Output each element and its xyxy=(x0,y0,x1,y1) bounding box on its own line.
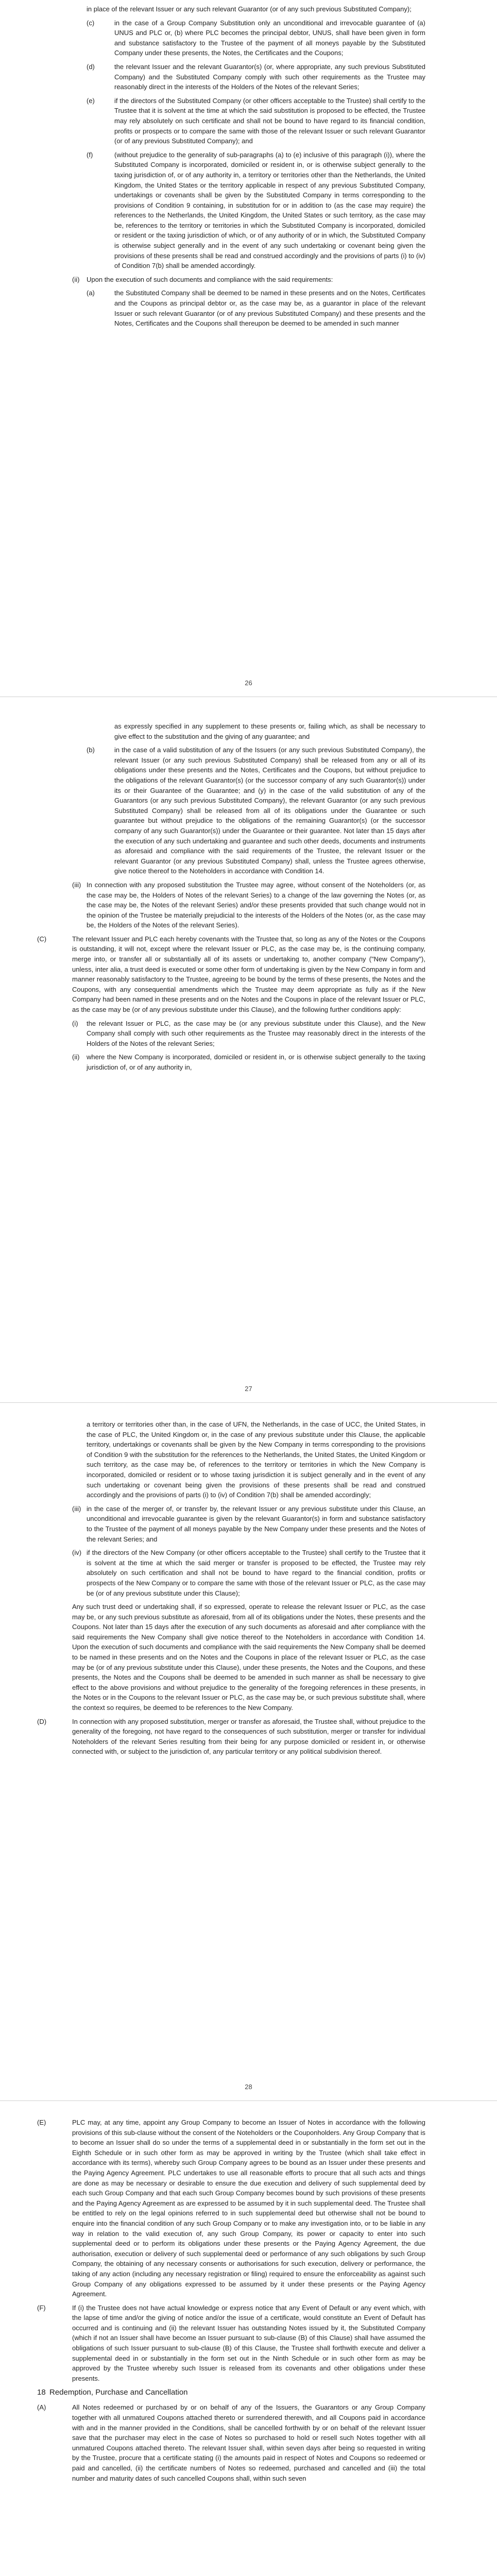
clause-heading xyxy=(0,2387,497,2398)
document-page xyxy=(0,0,497,706)
clause-paragraph xyxy=(37,2303,425,2384)
clause-text: (without prejudice to the generality of sub-paragraphs (a) to (e) inclusive of this paragraph (i)), where the Substituted Company is incorporated, domiciled or resident in, or is otherwise subject generally to the taxing jurisdiction of, or of any authority in, a territory or territories other than the Netherlands, the United Kingdom, the United States or the territory applicable in respect of any previous Substituted Company, undertakings or covenants shall be given by the Substituted Company in terms corresponding to the provisions of Condition 9 containing, in substitution for or in addition to (as the case may require) the references to the Netherlands, the United Kingdom, the United States or such territory, as the case may be, references to the territory or territories in which the Substituted Company is incorporated, domiciled or resident or the taxing jurisdiction of which, or of any authority of or in which, the Substituted Company is otherwise subject generally and in the event of any such undertaking or covenant being given the provisions of these presents shall be read and construed accordingly and the provisions of parts (i) to (iv) of Condition 7(b) shall be amended accordingly. xyxy=(114,150,425,270)
clause-text: Any such trust deed or undertaking shall, if so expressed, operate to release the relevant Issuer or PLC, as the case may be, or any such previous substitute as aforesaid, from all of its obligations under the Notes, these presents and the Coupons. Not later than 15 days after the execution of any such documents as aforesaid and after compliance with the said requirements the New Company shall give notice thereof to the Noteholders in accordance with Condition 14. Upon the execution of such documents and compliance with the said requirements the New Company shall be deemed to be named in these presents and on the Notes and the Coupons in place of the relevant Issuer or PLC, as the case may be (or of any previous substitute under this Clause), under these presents, the Notes and the Coupons, and these presents, the Notes and the Coupons shall be deemed to be amended in such manner as shall be necessary to give effect to the above provisions and without prejudice to the generality of the foregoing references in these presents, in the Notes or in the Coupons to the relevant Issuer or PLC, as the case may be, or such previous substitute shall, where the context so requires, be deemed to be references to the New Company. xyxy=(72,1603,425,1712)
clause-paragraph xyxy=(87,62,425,92)
page-number: 28 xyxy=(245,2083,252,2091)
clause-paragraph xyxy=(72,880,425,930)
clause-label: (d) xyxy=(87,62,95,71)
clause-label: (A) xyxy=(37,2403,46,2412)
page-number: 27 xyxy=(245,1385,252,1393)
clause-paragraph xyxy=(87,745,425,876)
clause-label: (ii) xyxy=(72,275,80,283)
clause-text: in the case of a valid substitution of any of the Issuers (or any such previous Substituted Company), the relevant Issuer (or any such previous Substituted Company) shall be released from any or all of its obligations under these presents and the Notes, Certificates and the Coupons, but without prejudice to the obligations of the relevant Guarantor(s) (or the successor company of any such Guarantor(s)) under its or their Guarantee of the Guarantee; and (y) in the case of the valid substitution of any of the Guarantors (or any such previous Substituted Company), the relevant Guarantor (or any such previous Substituted Company) shall be released from all of its obligations under the Guarantee or such guarantee but without prejudice to the obligations of the remaining Guarantor(s) (or the successor company of any such Guarantor(s)) under the Guarantee or their guarantee. Not later than 15 days after the execution of any such undertaking and guarantee and such other deeds, documents and instruments as aforesaid and compliance with the said requirements of the Trustee, the relevant Issuer or the relevant Guarantor (or any previous Substituted Company) shall, unless the Trustee agrees otherwise, give notice thereof to the Noteholders in accordance with Condition 14. xyxy=(114,746,425,875)
clause-label: (F) xyxy=(37,2303,46,2312)
clause-text: in the case of a Group Company Substitution only an unconditional and irrevocable guarantee of (a) UNUS and PLC or, (b) where PLC becomes the principal debtor, UNUS, shall have been given in form and substance satisfactory to the Trustee of the payment of all moneys payable by the Substituted Company under these presents, the Notes, the Certificates and the Coupons; xyxy=(114,19,425,57)
document-page xyxy=(0,706,497,1412)
clause-paragraph xyxy=(72,1052,425,1072)
clause-text: if the directors of the Substituted Company (or other officers acceptable to the Trustee) shall certify to the Trustee that it is solvent at the time at which the said substitution is proposed to be effected, the Trustee may rely absolutely on such certificate and shall not be bound to have regard to its financial condition, profits or prospects or to compare the same with those of the relevant Issuer or such relevant Guarantor (or of any previous Substituted Company); and xyxy=(114,96,425,145)
clause-paragraph xyxy=(114,721,425,741)
clause-label: (iii) xyxy=(72,1504,81,1513)
clause-text: In connection with any proposed substitution the Trustee may agree, without consent of the Noteholders (or, as the case may be, the Holders of Notes of the relevant Series) to a change of the law governing the Notes (or, as the case may be, the Notes of the relevant Series) and/or these presents provided that such change would not in the opinion of the Trustee be materially prejudicial to the interests of the Holders of the Notes (or, as the case may be, the Holders of the Notes of the relevant Series). xyxy=(87,880,425,929)
clause-label: (D) xyxy=(37,1717,47,1725)
clause-paragraph xyxy=(72,275,425,285)
clause-paragraph xyxy=(37,2117,425,2299)
clause-text: if the directors of the New Company (or other officers acceptable to the Trustee) shall certify to the Trustee that it is solvent at the time at which the said merger or transfer is proposed to be effected, the Trustee may rely absolutely on such certification and shall not be bound to have regard to the financial condition, profits or prospects of the New Company or to compare the same with those of the relevant Issuer or PLC, as the case may be (or of any previous substitute under this Clause); xyxy=(87,1549,425,1597)
clause-text: in place of the relevant Issuer or any such relevant Guarantor (or of any such previous Substituted Company); xyxy=(87,5,412,13)
clause-paragraph xyxy=(87,4,425,14)
clause-text: the Substituted Company shall be deemed to be named in these presents and on the Notes, Certificates and the Coupons as principal debtor or, as the case may be, as a guarantor in place of the relevant Issuer or such relevant Guarantor (or of any previous Substituted Company) and these presents and the Notes, Certificates and the Coupons shall thereupon be deemed to be amended in such manner xyxy=(114,289,425,328)
clause-text: The relevant Issuer and PLC each hereby covenants with the Trustee that, so long as any of the Notes or the Coupons is outstanding, it will not, except where the relevant Issuer or PLC, as the case may be, is the continuing company, merge into, or transfer all or substantially all of its assets or undertaking to, another company ("New Company"), unless, inter alia, a trust deed is executed or some other form of undertaking is given by the New Company in form and manner reasonably satisfactory to the Trustee, agreeing to be bound by the terms of these presents, the Notes and the Coupons, with any consequential amendments which the Trustee may deem appropriate as fully as if the New Company had been named in these presents and on the Notes and the Coupons in place of the relevant Issuer or PLC, as the case may be (or of any previous substitute under this Clause), and the following further conditions apply: xyxy=(72,935,425,1014)
page-separator xyxy=(0,1402,497,1403)
clause-text: where the New Company is incorporated, domiciled or resident in, or is otherwise subject generally to the taxing jurisdiction of, or of any authority in, xyxy=(87,1053,425,1071)
clause-paragraph xyxy=(37,1717,425,1757)
clause-paragraph xyxy=(37,934,425,1015)
clause-paragraph xyxy=(87,96,425,146)
clause-title: Redemption, Purchase and Cancellation xyxy=(49,2388,188,2397)
clause-paragraph xyxy=(37,2402,425,2483)
clause-text: All Notes redeemed or purchased by or on behalf of any of the Issuers, the Guarantors or any Group Company together with all unmatured Coupons attached thereto or surrendered therewith, and all Coupons paid in accordance with and in the manner provided in the Conditions, shall be cancelled forthwith by or on behalf of the relevant Issuer save that the purchaser may elect in the case of Notes so purchased to hold or resell such Notes together with all unmatured Coupons attached thereto. The relevant Issuer shall, within seven days after being so requested in writing by the Trustee, procure that a certificate stating (i) the amounts paid in respect of Notes and Coupons so redeemed or paid and cancelled, (ii) the certificate numbers of Notes so redeemed, purchased and cancelled and (iii) the total number and maturity dates of such cancelled Coupons shall, within such seven xyxy=(72,2403,425,2482)
clause-label: (a) xyxy=(87,289,95,297)
clause-text: the relevant Issuer and the relevant Guarantor(s) (or, where appropriate, any such previous Substituted Company) and the Substituted Company comply with such other requirements as the Trustee may reasonably direct in the interests of the Holders of the Notes of the relevant Series; xyxy=(114,62,425,91)
page-number: 26 xyxy=(245,679,252,687)
clause-paragraph xyxy=(72,1602,425,1713)
clause-text: In connection with any proposed substitution, merger or transfer as aforesaid, the Trustee shall, without prejudice to the generality of the foregoing, not have regard to the consequences of such substitution, merger or transfer for individual Noteholders of the relevant Series resulting from their being for any purpose domiciled or resident in, or otherwise connected with, or subject to the jurisdiction of, any particular territory or any political subdivision thereof. xyxy=(72,1717,425,1756)
page-body xyxy=(0,1419,497,1760)
clause-label: (iii) xyxy=(72,880,81,889)
clause-text: in the case of the merger of, or transfer by, the relevant Issuer or any previous substitute under this Clause, an unconditional and irrevocable guarantee is given by the relevant Guarantor(s) in form and substance satisfactory to the Trustee of the payment of all moneys payable by the New Company under these presents and the Notes of the relevant Series; and xyxy=(87,1504,425,1543)
clause-label: (C) xyxy=(37,935,47,943)
clause-text: as expressly specified in any supplement to these presents or, failing which, as shall be necessary to give effect to the substitution and the giving of any guarantee; and xyxy=(114,722,425,740)
clause-paragraph xyxy=(87,150,425,271)
clause-label: (E) xyxy=(37,2119,46,2126)
document-page xyxy=(0,2102,497,2576)
clause-paragraph xyxy=(87,1419,425,1500)
clause-paragraph xyxy=(72,1504,425,1544)
clause-paragraph xyxy=(72,1548,425,1598)
page-body xyxy=(0,4,497,332)
clause-text: PLC may, at any time, appoint any Group Company to become an Issuer of Notes in accordance with the following provisions of this sub-clause without the consent of the Noteholders or the Couponholders. Any Group Company that is to become an Issuer shall do so under the terms of a supplemental deed in or substantially in the form set out in the Eighth Schedule or in such other form as may be approved in writing by the Trustee (which shall take effect in accordance with its terms), whereby such Group Company agrees to be bound as an Issuer under these presents and the Paying Agency Agreement. PLC undertakes to use all reasonable efforts to procure that all such acts and things are done as may be necessary or desirable to ensure the due execution and delivery of such supplemental deed by each such Group Company and that each such Group Company becomes bound by such provisions of these presents and the Paying Agency Agreement as are expressed to be assumed by it in such supplemental deed. The Trustee shall be entitled to rely on the legal opinions referred to in such supplemental deed but otherwise shall not be bound to enquire into the financial condition of any such Group Company or to make any investigation into, or to be liable in any way in relation to the valid execution of, any such Group Company, its power or capacity to enter into such supplemental deed or to perform its obligations under these presents or the Paying Agency Agreement, the due authorisation, execution or delivery of such supplemental deed or performance of any such obligations by such Group Company, the obtaining of any necessary consents or authorisations for such execution, delivery or performance, the taking of any action (including any necessary registration or filing) required to ensure the enforceability as against such Group Company of any obligations expressed to be assumed by it under these presents or the Paying Agency Agreement. xyxy=(72,2119,425,2298)
page-body xyxy=(0,721,497,1076)
clause-text: the relevant Issuer or PLC, as the case may be (or any previous substitute under this Clause), and the New Company shall comply with such other requirements as the Trustee may reasonably direct in the interests of the Holders of the Notes of the relevant Series; xyxy=(87,1019,425,1047)
clause-paragraph xyxy=(87,288,425,328)
clause-label: (i) xyxy=(72,1019,78,1027)
clause-label: (c) xyxy=(87,19,95,27)
clause-number: 18 xyxy=(37,2388,46,2397)
page-body xyxy=(0,2117,497,2487)
clause-label: (f) xyxy=(87,150,93,159)
clause-label: (b) xyxy=(87,746,95,754)
clause-text: Upon the execution of such documents and compliance with the said requirements: xyxy=(87,275,333,283)
clause-paragraph xyxy=(72,1019,425,1049)
document-page xyxy=(0,1404,497,2110)
clause-label: (iv) xyxy=(72,1549,82,1557)
clause-paragraph xyxy=(87,18,425,58)
clause-label: (e) xyxy=(87,96,95,105)
page-separator xyxy=(0,2100,497,2101)
clause-text: a territory or territories other than, in the case of UFN, the Netherlands, in the case of UCC, the United States, in the case of PLC, the United Kingdom or, in the case of any previous substitute under this Clause, the applicable territory, undertakings or covenants shall be given by the New Company in terms corresponding to the provisions of Condition 9 with the substitution for the references to the Netherlands, the United States, the United Kingdom or such territory, as the case may be, of references to the territory or territories in which the New Company is incorporated, domiciled or resident or to whose taxing jurisdiction it is subject generally and in the event of any such undertaking or covenant being given the provisions of these presents shall be read and construed accordingly and the provisions of parts (i) to (iv) of Condition 7(b) shall be amended accordingly; xyxy=(87,1420,425,1499)
clause-text: If (i) the Trustee does not have actual knowledge or express notice that any Event of Default or any event which, with the lapse of time and/or the giving of notice and/or the issue of a certificate, would constitute an Event of Default has occurred and is continuing and (ii) the relevant Issuer has outstanding Notes issued by it, the Substituted Company (which if not an Issuer shall have become an Issuer pursuant to sub-clause (B) of this Clause) shall have assumed the obligations of such Issuer pursuant to sub-clause (B) of this Clause, the Trustee shall forthwith execute and deliver a supplemental deed in or substantially in the form set out in the Ninth Schedule or in such other form as may be approved by the Trustee whereby such Issuer is released from its covenants and other obligations under these presents. xyxy=(72,2303,425,2382)
clause-label: (ii) xyxy=(72,1053,80,1061)
